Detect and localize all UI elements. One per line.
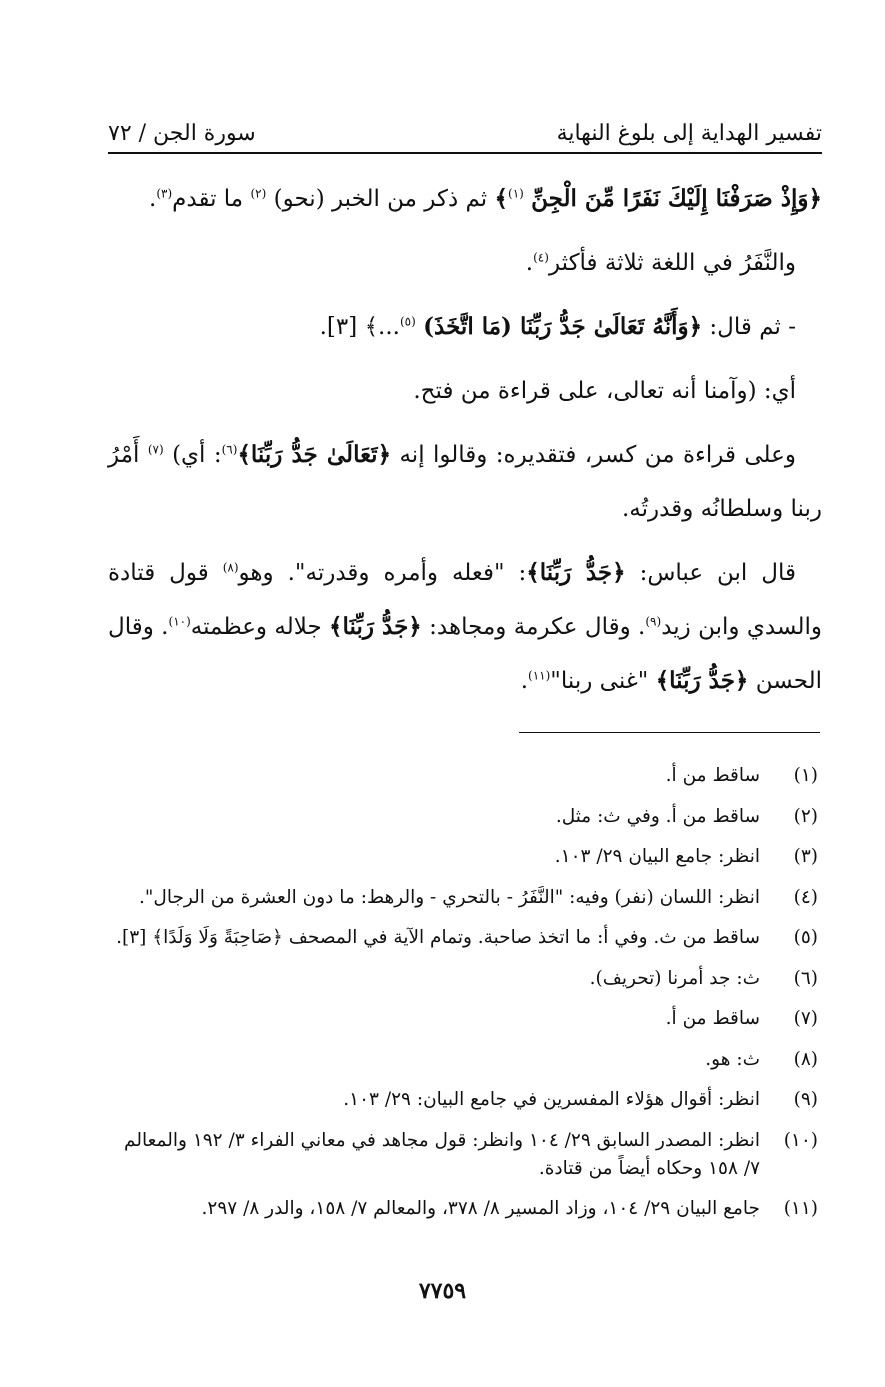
footnote-item	[108, 1046, 822, 1074]
footnote-ref: (٨)	[222, 560, 239, 575]
footnote-ref: (٢)	[250, 186, 267, 201]
footnote-ref: (٩)	[645, 614, 662, 629]
text-run: "غنى ربنا"	[550, 668, 656, 694]
paragraph-3	[108, 300, 822, 354]
footnote-ref: (١)	[508, 186, 524, 201]
paragraph-1	[108, 172, 822, 226]
text-run: ما تقدم	[172, 186, 251, 212]
footnote-number: (٣)	[793, 846, 818, 867]
quran-verse: وَإِذْ صَرَفْنَا إِلَيْكَ نَفَرًا مِّنَ الْجِنِّ	[531, 185, 809, 212]
footnote-separator	[519, 732, 820, 733]
footnote-item	[108, 843, 822, 871]
footnote-ref: (٧)	[147, 442, 164, 457]
text-run: جلاله وعظمته	[190, 614, 330, 640]
footnotes	[108, 762, 822, 1236]
page-number: ٧٧٥٩	[418, 1278, 467, 1304]
header-rule	[108, 152, 822, 154]
footnote-number: (٤)	[793, 886, 818, 908]
footnote-number: (٥)	[793, 927, 818, 948]
quran-bracket-close: ﴾	[494, 185, 509, 212]
paragraph-4	[108, 364, 822, 418]
surah-page-label: سورة الجن / ٧٢	[108, 121, 256, 146]
footnote-item	[108, 1005, 822, 1033]
text-run: .	[525, 250, 534, 276]
text-run: قول قتادة والسدي وابن زيد	[108, 560, 822, 640]
footnote-ref: (٦)	[221, 442, 238, 457]
text-run: .	[149, 186, 157, 212]
footnote-item	[108, 762, 822, 790]
footnote-number: (١١)	[783, 1198, 818, 1219]
footnote-ref: (١١)	[528, 668, 551, 683]
text-run: - ثم قال:	[702, 314, 796, 340]
text-run: . وقال عكرمة ومجاهد:	[421, 614, 646, 640]
footnote-item	[108, 1127, 822, 1183]
footnote-text: انظر: جامع البيان ٢٩/ ١٠٣.	[554, 846, 760, 867]
footnote-item	[108, 803, 822, 831]
footnote-text: انظر: أقوال هؤلاء المفسرين في جامع البيان: ٢٩/ ١٠٣.	[343, 1089, 760, 1110]
footnote-text: ساقط من ث. وفي أ: ما اتخذ صاحبة. وتمام الآية في المصحف ﴿صَاحِبَةً وَلَا وَلَدًا﴾ [٣].	[116, 927, 760, 948]
footnote-text: ساقط من أ. وفي ث: مثل.	[555, 805, 760, 827]
footnote-number: (٢)	[793, 805, 818, 827]
footnote-number: (٨)	[793, 1048, 818, 1070]
text-run: : "فعله وأمره وقدرته". وهو	[238, 560, 527, 586]
quran-verse: ﴿جَدُّ رَبِّنَا﴾	[329, 613, 422, 640]
text-run: ...﴾ [٣].	[319, 314, 400, 340]
footnote-item	[108, 1086, 822, 1114]
footnote-ref: (٥)	[399, 314, 416, 329]
footnote-ref: (١٠)	[168, 614, 191, 629]
quran-verse: ﴿تَعَالَىٰ جَدُّ رَبِّنَا﴾	[237, 441, 392, 468]
text-run: : أي)	[163, 442, 222, 468]
quran-bracket-open: ﴿	[808, 185, 822, 212]
footnote-number: (١٠)	[783, 1129, 818, 1151]
footnote-number: (٦)	[793, 967, 818, 989]
footnote-text: انظر: اللسان (نفر) وفيه: "النَّفَرُ - بالتحري - والرهط: ما دون العشرة من الرجال".	[139, 886, 760, 908]
footnote-number: (٧)	[793, 1008, 818, 1029]
footnote-text: ث: هو.	[705, 1048, 760, 1070]
footnote-item	[108, 884, 822, 912]
footnote-text: ث: جد أمرنا (تحريف).	[589, 967, 760, 989]
text-run: ثم ذكر من الخبر (نحو)	[266, 186, 495, 212]
text-run: . وقال الحسن	[108, 614, 822, 694]
text-run: وعلى قراءة من كسر، فتقديره: وقالوا إنه	[391, 442, 796, 468]
text-run: أي: (وآمنا أنه تعالى، على قراءة من فتح.	[413, 378, 796, 404]
footnote-number: (٩)	[793, 1089, 818, 1110]
paragraph-5	[108, 428, 822, 536]
text-run: والنَّفَرُ في اللغة ثلاثة فأكثر	[548, 250, 796, 276]
text-run: .	[520, 668, 529, 694]
footnote-number: (١)	[793, 765, 818, 786]
footnote-item	[108, 965, 822, 993]
footnote-text: انظر: المصدر السابق ٢٩/ ١٠٤ وانظر: قول مجاهد في معاني الفراء ٣/ ١٩٢ والمعالم ٧/ ١٥٨ وحكاه أيضاً من قتادة.	[124, 1129, 760, 1179]
footnote-text: ساقط من أ.	[665, 1008, 760, 1029]
paragraph-6	[108, 546, 822, 708]
text-run: أَمْرُ ربنا وسلطانُه وقدرتُه.	[108, 442, 822, 522]
text-run: قال ابن عباس:	[625, 560, 796, 586]
footnote-item	[108, 924, 822, 952]
footnote-ref: (٤)	[533, 250, 549, 265]
footnote-item	[108, 1195, 822, 1223]
book-title: تفسير الهداية إلى بلوغ النهاية	[556, 121, 822, 146]
footnote-text: جامع البيان ٢٩/ ١٠٤، وزاد المسير ٨/ ٣٧٨، والمعالم ٧/ ١٥٨، والدر ٨/ ٢٩٧.	[201, 1198, 760, 1219]
running-header	[108, 108, 822, 146]
paragraph-2	[108, 236, 822, 290]
quran-verse: ﴿وَأَنَّهُ تَعَالَىٰ جَدُّ رَبِّنَا (مَا اتَّخَذَ)	[423, 313, 703, 340]
footnote-text: ساقط من أ.	[665, 765, 760, 786]
quran-verse: ﴿جَدُّ رَبِّنَا﴾	[655, 667, 749, 694]
main-text	[108, 172, 822, 718]
footnote-ref: (٣)	[156, 186, 173, 201]
quran-verse: ﴿جَدُّ رَبِّنَا﴾	[526, 559, 626, 586]
